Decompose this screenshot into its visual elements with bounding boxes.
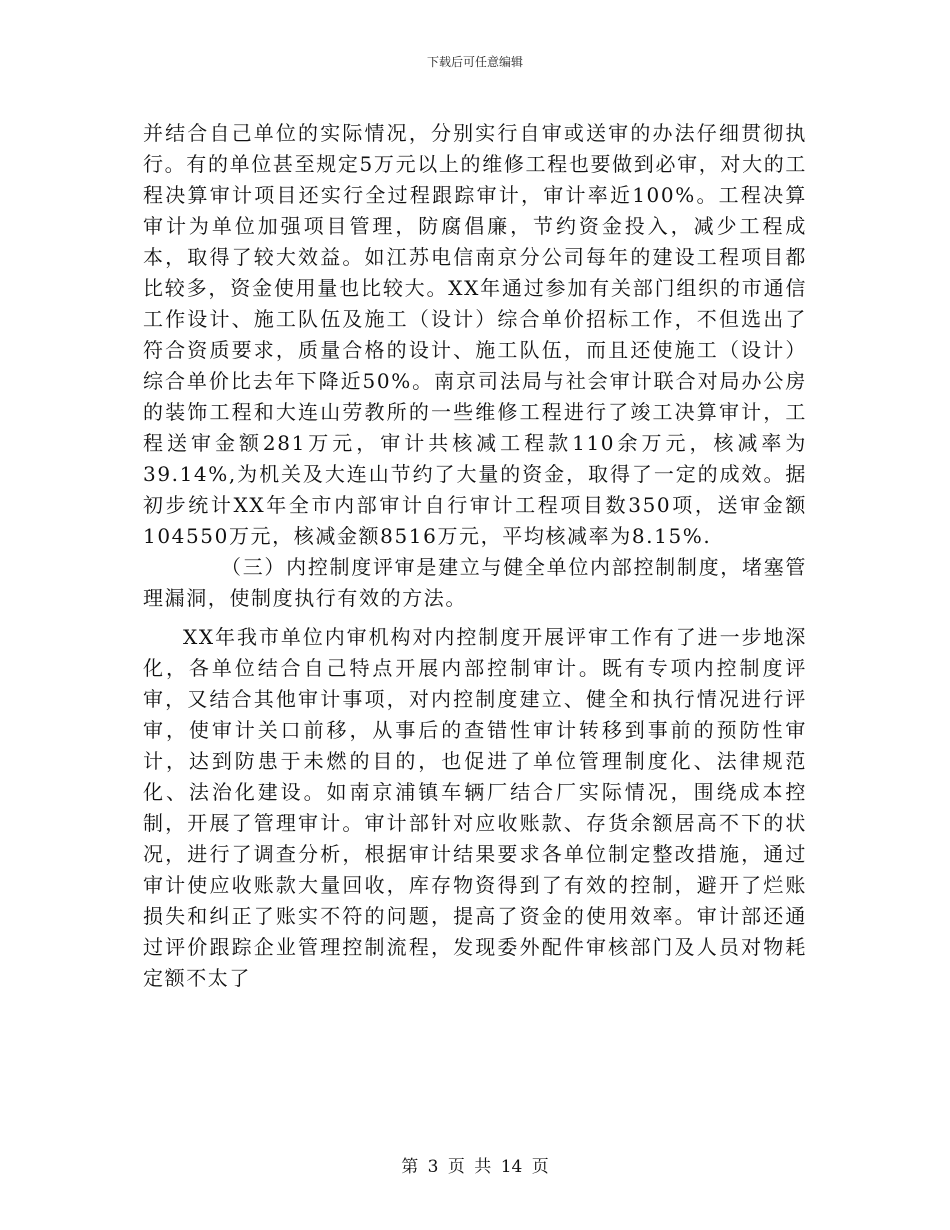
body-content (143, 118, 807, 994)
page-number-footer: 第 3 页 共 14 页 (401, 1157, 549, 1177)
paragraph-audit-results: 并结合自己单位的实际情况，分别实行自审或送审的办法仔细贯彻执行。有的单位甚至规定5万元以上的维修工程也要做到必审，对大的工程决算审计项目还实行全过程跟踪审计，审计率近100%。工程决算审计为单位加强项目管理，防腐倡廉，节约资金投入，减少工程成本，取得了较大效益。如江苏电信南京分公司每年的建设工程项目都比较多，资金使用量也比较大。XX年通过参加有关部门组织的市通信工作设计、施工队伍及施工（设计）综合单价招标工作，不但选出了符合资质要求，质量合格的设计、施工队伍，而且还使施工（设计）综合单价比去年下降近50%。南京司法局与社会审计联合对局办公房的装饰工程和大连山劳教所的一些维修工程进行了竣工决算审计，工程送审金额281万元，审计共核减工程款110余万元，核减率为39.14%,为机关及大连山节约了大量的资金，取得了一定的成效。据初步统计XX年全市内部审计自行审计工程项目数350项，送审金额104550万元，核减金额8516万元，平均核减率为8.15%. (143, 121, 807, 548)
page-header-note: 下载后可任意编辑 (426, 55, 523, 69)
paragraph-section-heading: （三）内控制度评审是建立与健全单位内部控制制度，堵塞管理漏洞，使制度执行有效的方法。 (143, 555, 807, 610)
paragraph-internal-control: XX年我市单位内审机构对内控制度开展评审工作有了进一步地深化，各单位结合自己特点开展内部控制审计。既有专项内控制度评审，又结合其他审计事项，对内控制度建立、健全和执行情况进行评审，使审计关口前移，从事后的查错性审计转移到事前的预防性审计，达到防患于未燃的目的，也促进了单位管理制度化、法律规范化、法治化建设。如南京浦镇车辆厂结合厂实际情况，围绕成本控制，开展了管理审计。审计部针对应收账款、存货余额居高不下的状况，进行了调查分析，根据审计结果要求各单位制定整改措施，通过审计使应收账款大量回收，库存物资得到了有效的控制，避开了烂账损失和纠正了账实不符的问题，提高了资金的使用效率。审计部还通过评价跟踪企业管理控制流程，发现委外配件审核部门及人员对物耗定额不太了 (143, 625, 807, 990)
